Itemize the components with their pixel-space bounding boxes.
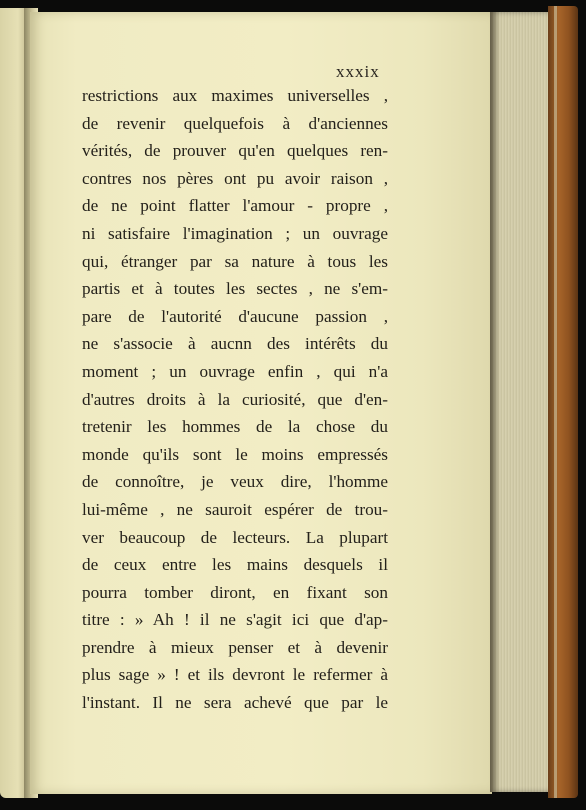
page-number: xxxix [336,62,380,81]
text-line: restrictions aux maximes universelles , [82,86,388,105]
text-line: titre : » Ah ! il ne s'agit ici que d'ap- [82,610,388,630]
text-line: de revenir quelquefois à d'anciennes [82,113,388,133]
text-line: de ne point flatter l'amour - propre , [82,196,388,216]
text-line: plus sage » ! et ils devront le refermer à [82,665,388,685]
leather-cover [548,6,578,798]
page-edge-shadow [490,12,500,792]
body-text [82,82,388,717]
text-line: partis et à toutes les sectes , ne s'em- [82,279,388,299]
text-line: d'autres droits à la curiosité, que d'en- [82,389,388,409]
text-line: pare de l'autorité d'aucune passion , [82,306,388,326]
text-line: moment ; un ouvrage enfin , qui n'a [82,361,388,381]
text-line: ni satisfaire l'imagination ; un ouvrage [82,223,388,243]
text-line: vérités, de prouver qu'en quelques ren- [82,141,388,161]
text-line: lui-même , ne sauroit espérer de trou- [82,499,388,519]
text-line: contres nos pères ont pu avoir raison , [82,168,388,188]
text-line: monde qu'ils sont le moins empressés [82,444,388,464]
text-line: prendre à mieux penser et à devenir [82,637,388,657]
text-line: l'instant. Il ne sera achevé que par le [82,693,388,713]
text-line: tretenir les hommes de la chose du [82,417,388,437]
text-line: pourra tomber diront, en fixant son [82,582,388,602]
text-line: de connoître, je veux dire, l'homme [82,472,388,492]
text-line: ne s'associe à aucnn des intérêts du [82,334,388,354]
text-line: ver beaucoup de lecteurs. La plupart [82,527,388,547]
text-line: qui, étranger par sa nature à tous les [82,251,388,271]
text-line: de ceux entre les mains desquels il [82,555,388,575]
